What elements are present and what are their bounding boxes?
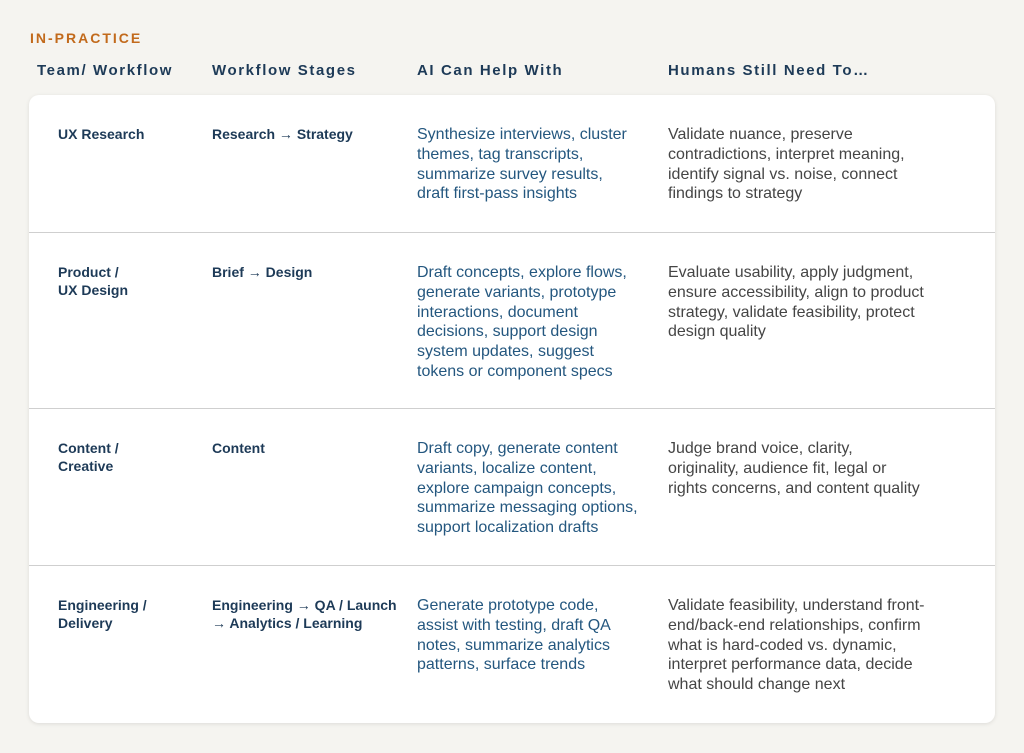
ai-line: Generate prototype code,: [417, 597, 599, 614]
human-line: ensure accessibility, align to product: [668, 283, 924, 301]
stage-line: Brief → Design: [212, 264, 313, 280]
workflow-table: [29, 95, 995, 723]
human-line: Evaluate usability, apply judgment,: [668, 264, 914, 281]
team-line: Engineering /: [58, 597, 147, 613]
table-row: [29, 408, 995, 566]
section-eyebrow: IN-PRACTICE: [30, 30, 143, 46]
team-cell: [58, 439, 208, 475]
header-team-workflow: Team/ Workflow: [37, 62, 174, 79]
human-cell: [668, 439, 958, 498]
team-line: Content /: [58, 440, 119, 456]
ai-line: Draft copy, generate content: [417, 440, 618, 457]
ai-cell: [417, 263, 662, 382]
human-line: Judge brand voice, clarity,: [668, 440, 853, 457]
stage-cell: [212, 596, 412, 632]
team-line: UX Research: [58, 126, 145, 142]
ai-line: variants, localize content,: [417, 459, 597, 477]
human-cell: [668, 263, 958, 342]
ai-line: explore campaign concepts,: [417, 479, 617, 497]
ai-line: assist with testing, draft QA: [417, 616, 611, 634]
ai-line: themes, tag transcripts,: [417, 145, 584, 163]
ai-line: support localization drafts: [417, 519, 599, 537]
human-cell: [668, 125, 958, 204]
header-ai-can-help: AI Can Help With: [417, 62, 564, 79]
ai-line: interactions, document: [417, 303, 578, 321]
ai-line: draft first-pass insights: [417, 185, 578, 203]
team-line: Product /: [58, 264, 119, 280]
stage-line: Content: [212, 440, 265, 456]
human-line: contradictions, interpret meaning,: [668, 145, 905, 163]
human-line: what should change next: [668, 676, 846, 694]
human-line: interpret performance data, decide: [668, 656, 913, 674]
ai-line: generate variants, prototype: [417, 283, 617, 301]
ai-line: system updates, suggest: [417, 343, 594, 361]
team-cell: [58, 125, 208, 143]
ai-line: Synthesize interviews, cluster: [417, 126, 627, 143]
ai-cell: [417, 439, 662, 538]
stage-line: → Analytics / Learning: [212, 615, 363, 631]
human-line: what is hard-coded vs. dynamic,: [668, 636, 897, 654]
team-line: Delivery: [58, 615, 113, 631]
ai-line: summarize survey results,: [417, 165, 603, 183]
human-line: identify signal vs. noise, connect: [668, 165, 898, 183]
ai-line: patterns, surface trends: [417, 656, 586, 674]
table-row: [29, 565, 995, 723]
stage-cell: [212, 439, 412, 457]
stage-line: Engineering → QA / Launch: [212, 597, 397, 613]
team-cell: [58, 263, 208, 299]
ai-cell: [417, 596, 662, 675]
ai-cell: [417, 125, 662, 204]
human-line: rights concerns, and content quality: [668, 479, 920, 497]
human-line: design quality: [668, 323, 766, 341]
human-line: end/back-end relationships, confirm: [668, 616, 921, 634]
team-line: UX Design: [58, 282, 129, 298]
header-workflow-stages: Workflow Stages: [212, 62, 357, 79]
human-line: Validate nuance, preserve: [668, 126, 853, 143]
ai-line: Draft concepts, explore flows,: [417, 264, 627, 281]
human-line: originality, audience fit, legal or: [668, 459, 887, 477]
human-line: findings to strategy: [668, 185, 803, 203]
stage-line: Research → Strategy: [212, 126, 353, 142]
ai-line: decisions, support design: [417, 323, 598, 341]
ai-line: notes, summarize analytics: [417, 636, 610, 654]
table-row: [29, 232, 995, 409]
human-line: strategy, validate feasibility, protect: [668, 303, 915, 321]
stage-cell: [212, 125, 412, 143]
team-line: Creative: [58, 458, 114, 474]
ai-line: summarize messaging options,: [417, 499, 638, 517]
table-row: [29, 95, 995, 232]
header-humans-still-need: Humans Still Need To…: [668, 62, 870, 79]
team-cell: [58, 596, 208, 632]
human-cell: [668, 596, 958, 695]
human-line: Validate feasibility, understand front-: [668, 597, 925, 614]
ai-line: tokens or component specs: [417, 362, 613, 380]
stage-cell: [212, 263, 412, 281]
